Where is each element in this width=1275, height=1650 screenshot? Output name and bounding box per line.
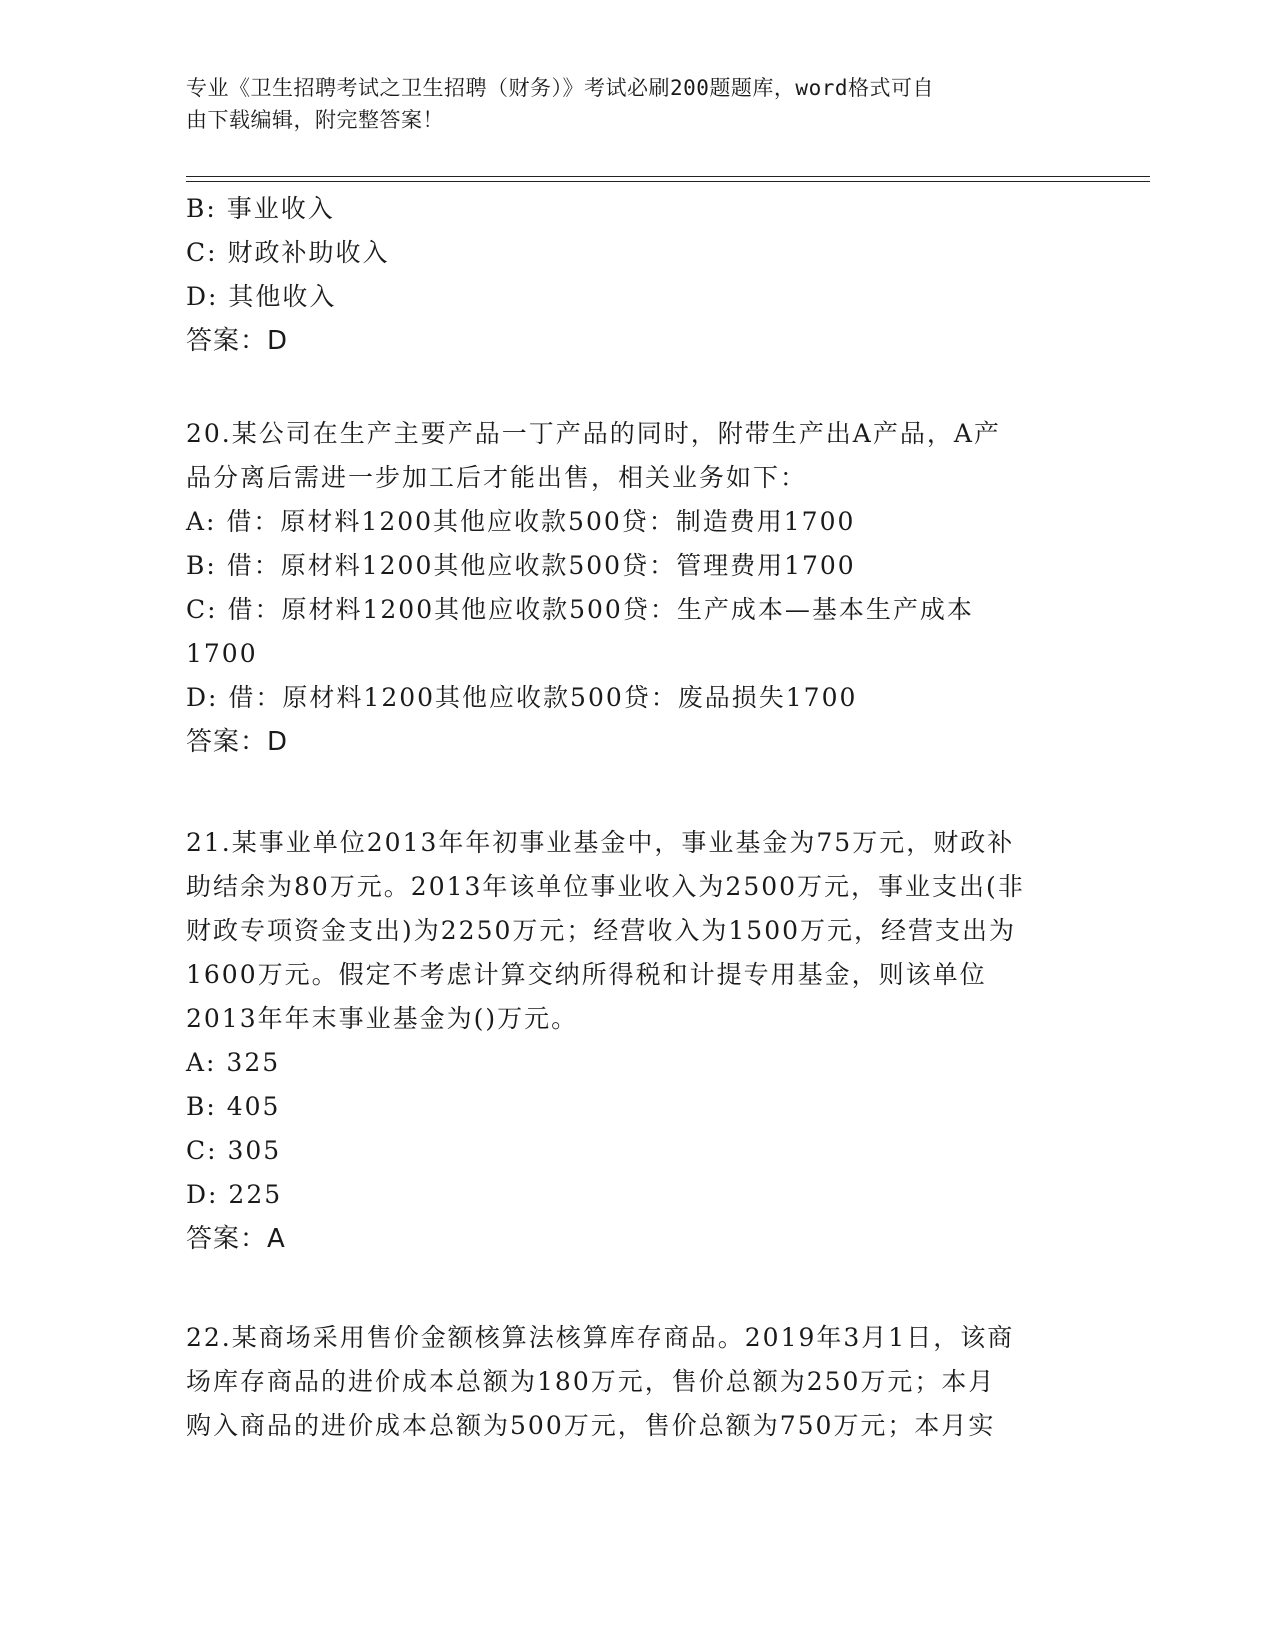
q22-stem-line-2: 场库存商品的进价成本总额为180万元，售价总额为250万元；本月 (186, 1367, 996, 1396)
q22-stem-line-3: 购入商品的进价成本总额为500万元，售价总额为750万元；本月实 (186, 1411, 996, 1440)
q21-option-b: B: 405 (186, 1092, 281, 1121)
q21-stem-line-1: 21.某事业单位2013年年初事业基金中，事业基金为75万元，财政补 (186, 828, 1015, 857)
q21-option-c: C: 305 (186, 1136, 282, 1165)
header-divider-top (186, 176, 1150, 177)
q20-option-c-line-1: C: 借：原材料1200其他应收款500贷：生产成本—基本生产成本 (186, 595, 974, 624)
q21-stem-line-2: 助结余为80万元。2013年该单位事业收入为2500万元，事业支出(非 (186, 872, 1025, 901)
q20-stem-line-1: 20.某公司在生产主要产品一丁产品的同时，附带生产出A产品，A产 (186, 419, 1001, 448)
q20-option-b: B: 借：原材料1200其他应收款500贷：管理费用1700 (186, 551, 856, 580)
q21-stem-line-4: 1600万元。假定不考虑计算交纳所得税和计提专用基金，则该单位 (186, 960, 987, 989)
q21-option-a: A: 325 (186, 1048, 281, 1077)
q20-stem-line-2: 品分离后需进一步加工后才能出售，相关业务如下： (186, 463, 808, 492)
q19-option-d: D: 其他收入 (186, 282, 337, 311)
header-line-2: 由下载编辑，附完整答案！ (186, 108, 444, 132)
q19-option-b: B: 事业收入 (186, 194, 335, 223)
q20-option-d: D: 借：原材料1200其他应收款500贷：废品损失1700 (186, 683, 858, 712)
q21-stem-line-3: 财政专项资金支出)为2250万元；经营收入为1500万元，经营支出为 (186, 916, 1017, 945)
q20-option-c-line-2: 1700 (186, 639, 258, 668)
document-header (186, 72, 1066, 136)
q21-stem-line-5: 2013年年末事业基金为()万元。 (186, 1004, 579, 1033)
q21-option-d: D: 225 (186, 1180, 283, 1209)
q19-option-c: C: 财政补助收入 (186, 238, 390, 267)
q20-option-a: A: 借：原材料1200其他应收款500贷：制造费用1700 (186, 507, 856, 536)
q22-stem-line-1: 22.某商场采用售价金额核算法核算库存商品。2019年3月1日，该商 (186, 1323, 1015, 1352)
q19-answer: 答案：D (186, 326, 289, 356)
header-line-1: 专业《卫生招聘考试之卫生招聘（财务）》考试必刷200题题库，word格式可自 (186, 76, 934, 100)
q21-answer: 答案：A (186, 1224, 286, 1254)
q20-answer: 答案：D (186, 727, 289, 757)
header-divider-bottom (186, 181, 1150, 182)
